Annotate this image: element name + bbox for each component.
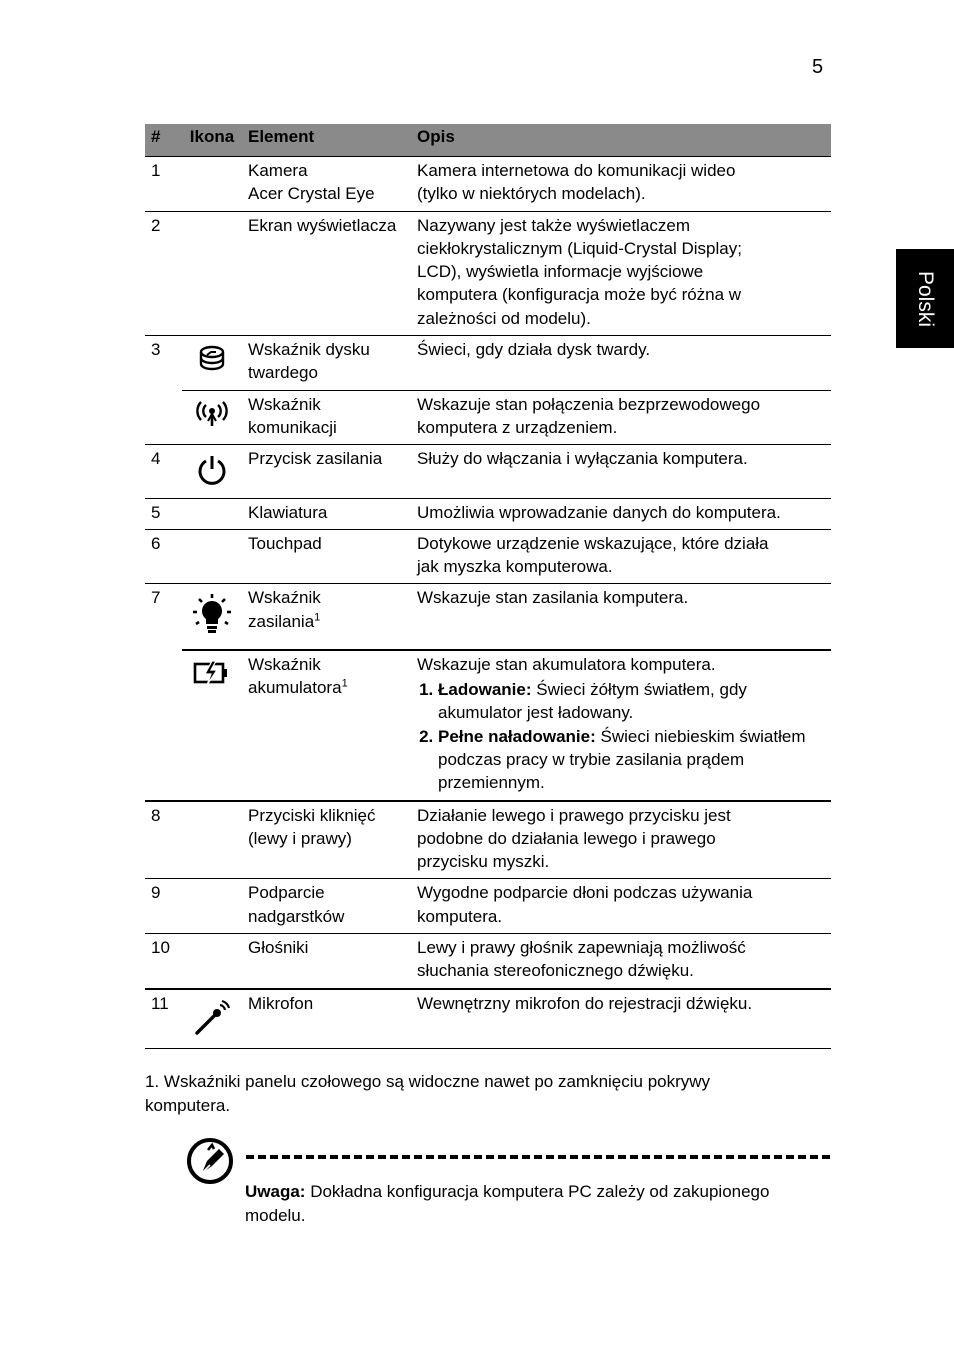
row-description: Służy do włączania i wyłączania komputera. bbox=[417, 445, 831, 498]
row-element: Touchpad bbox=[242, 529, 417, 584]
list-item: 2. Pełne naładowanie: Świeci niebieskim światłem podczas pracy w trybie zasilania prądem przemiennym. bbox=[438, 725, 831, 795]
header-num: # bbox=[145, 124, 182, 157]
header-description: Opis bbox=[417, 124, 831, 157]
row-description: Nazywany jest także wyświetlaczem ciekłokrystalicznym (Liquid-Crystal Display; LCD), wyświetla informacje wyjściowe komputera (konfiguracja może być różna w zależności od modelu). bbox=[417, 211, 831, 335]
row-description: Umożliwia wprowadzanie danych do komputera. bbox=[417, 498, 831, 529]
row-num: 8 bbox=[145, 801, 182, 879]
footnote: 1. Wskaźniki panelu czołowego są widoczne nawet po zamknięciu pokrywy komputera. bbox=[145, 1072, 711, 1115]
row-num: 10 bbox=[145, 934, 182, 989]
note-icon bbox=[185, 1136, 235, 1186]
row-num: 9 bbox=[145, 879, 182, 934]
row-description: Dotykowe urządzenie wskazujące, które działa jak myszka komputerowa. bbox=[417, 529, 831, 584]
row-num: 3 bbox=[145, 336, 182, 391]
row-description: Działanie lewego i prawego przycisku jest podobne do działania lewego i prawego przycisku myszki. bbox=[417, 801, 831, 879]
row-num: 6 bbox=[145, 529, 182, 584]
table-row bbox=[145, 390, 831, 445]
row-element: Wskaźnik komunikacji bbox=[242, 390, 417, 445]
table-row bbox=[145, 584, 831, 650]
row-element: Przycisk zasilania bbox=[242, 445, 417, 498]
page-number: 5 bbox=[812, 56, 824, 78]
list-item: 1. Ładowanie: Świeci żółtym światłem, gdy akumulator jest ładowany. bbox=[438, 678, 831, 725]
table-row bbox=[145, 336, 831, 391]
table-row bbox=[145, 989, 831, 1049]
row-num: 1 bbox=[145, 157, 182, 212]
row-num: 7 bbox=[145, 584, 182, 650]
row-icon-empty bbox=[182, 529, 242, 584]
row-description: Wygodne podparcie dłoni podczas używania komputera. bbox=[417, 879, 831, 934]
row-element: Wskaźnik dysku twardego bbox=[242, 336, 417, 391]
battery-states-list bbox=[417, 678, 831, 794]
power-light-icon bbox=[191, 593, 233, 637]
row-description: Wskazuje stan połączenia bezprzewodowego komputera z urządzeniem. bbox=[417, 390, 831, 445]
table-row bbox=[145, 445, 831, 498]
row-element: Mikrofon bbox=[242, 989, 417, 1049]
row-element: Ekran wyświetlacza bbox=[242, 211, 417, 335]
row-num: 2 bbox=[145, 211, 182, 335]
row-icon bbox=[182, 989, 242, 1049]
row-element: Wskaźnik akumulatora$^1$ bbox=[242, 650, 417, 801]
row-description: Kamera internetowa do komunikacji wideo (tylko w niektórych modelach). bbox=[417, 157, 831, 212]
row-element: Podparcie nadgarstków bbox=[242, 879, 417, 934]
power-icon bbox=[196, 454, 228, 486]
table-row bbox=[145, 529, 831, 584]
table-row bbox=[145, 934, 831, 989]
row-num-empty bbox=[145, 650, 182, 801]
note-text: Uwaga: Dokładna konfiguracja komputera PC zależy od zakupionego modelu. bbox=[245, 1182, 770, 1225]
row-icon bbox=[182, 584, 242, 650]
row-description: Wskazuje stan akumulatora komputera. 1. Ładowanie: Świeci żółtym światłem, gdy akumulator jest ładowany. 2. Pełne naładowanie: Świeci niebieskim światłem podczas pracy w trybie zasilania prądem przemiennym. bbox=[417, 650, 831, 801]
row-icon-empty bbox=[182, 879, 242, 934]
row-icon bbox=[182, 336, 242, 391]
table-row bbox=[145, 879, 831, 934]
row-icon-empty bbox=[182, 157, 242, 212]
language-tab bbox=[896, 249, 954, 348]
row-element: Przyciski kliknięć (lewy i prawy) bbox=[242, 801, 417, 879]
header-element: Element bbox=[242, 124, 417, 157]
table-header-row bbox=[145, 124, 831, 157]
component-table bbox=[145, 124, 831, 1049]
row-icon-empty bbox=[182, 934, 242, 989]
table-row bbox=[145, 498, 831, 529]
row-description: Wskazuje stan zasilania komputera. bbox=[417, 584, 831, 650]
table-row bbox=[145, 157, 831, 212]
wireless-icon bbox=[193, 400, 231, 428]
row-num: 11 bbox=[145, 989, 182, 1049]
row-icon-empty bbox=[182, 498, 242, 529]
row-num-empty bbox=[145, 390, 182, 445]
language-tab-label: Polski bbox=[914, 270, 937, 327]
microphone-icon bbox=[193, 999, 231, 1037]
row-icon bbox=[182, 390, 242, 445]
row-element: Wskaźnik zasilania$^1$ bbox=[242, 584, 417, 650]
row-icon-empty bbox=[182, 211, 242, 335]
row-icon-empty bbox=[182, 801, 242, 879]
table-row bbox=[145, 650, 831, 801]
row-element: Kamera Acer Crystal Eye bbox=[242, 157, 417, 212]
battery-icon bbox=[192, 660, 232, 686]
row-description: Lewy i prawy głośnik zapewniają możliwość słuchania stereofonicznego dźwięku. bbox=[417, 934, 831, 989]
header-icon: Ikona bbox=[182, 124, 242, 157]
row-element: Głośniki bbox=[242, 934, 417, 989]
row-element: Klawiatura bbox=[242, 498, 417, 529]
row-description: Wewnętrzny mikrofon do rejestracji dźwięku. bbox=[417, 989, 831, 1049]
note-divider bbox=[246, 1155, 830, 1159]
row-icon bbox=[182, 445, 242, 498]
table-row bbox=[145, 801, 831, 879]
row-num: 4 bbox=[145, 445, 182, 498]
row-icon bbox=[182, 650, 242, 801]
table-row bbox=[145, 211, 831, 335]
row-description: Świeci, gdy działa dysk twardy. bbox=[417, 336, 831, 391]
hard-disk-icon bbox=[198, 345, 226, 375]
row-num: 5 bbox=[145, 498, 182, 529]
